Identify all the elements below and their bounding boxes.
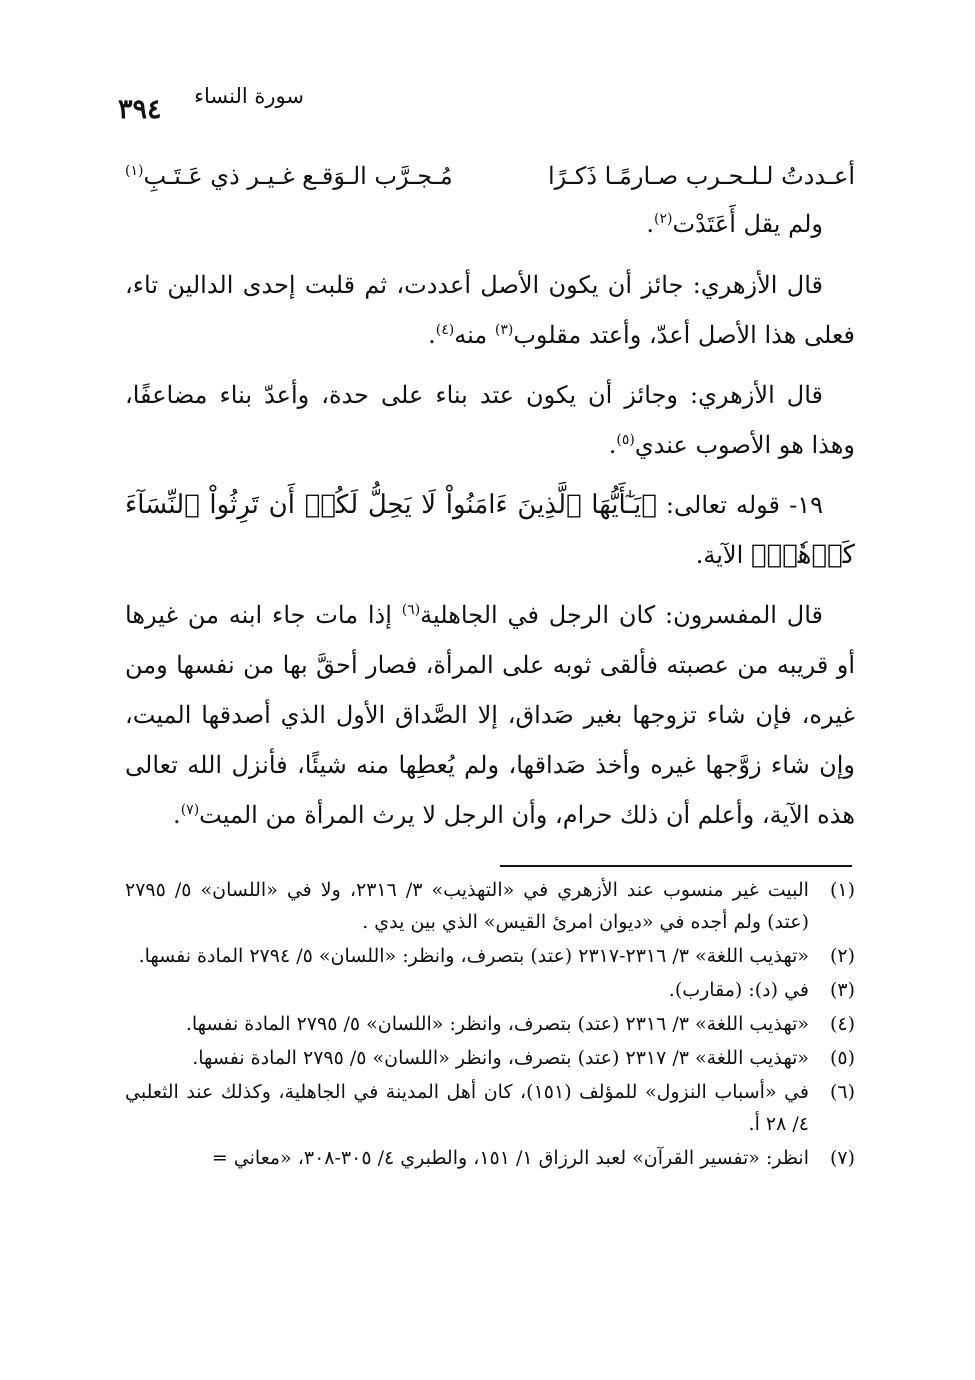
footnote-divider (500, 865, 852, 867)
footnote-number: (٧) (829, 1147, 855, 1169)
footnote-ref-3[interactable]: (٣) (494, 322, 514, 338)
footnote-ref-7[interactable]: (٧) (180, 802, 200, 818)
paragraph-1-text: قال الأزهري: جائز أن يكون الأصل أعددت، ثم قلبت إحدى الدالين تاء، فعلى هذا الأصل أعدّ، وأعتد مقلوب (125, 271, 855, 349)
footnote-text: «تهذيب اللغة» ٣/ ٢٣١٦-٢٣١٧ (عتد) بتصرف، وانظر: «اللسان» ٥/ ٢٧٩٤ المادة نفسها. (138, 945, 809, 967)
page-number: ٣٩٤ (118, 94, 162, 125)
footnote-1 (125, 874, 855, 938)
footnote-number: (٣) (829, 979, 855, 1001)
footnote-number: (١) (829, 879, 855, 901)
footnotes (125, 874, 855, 1176)
footnote-2 (125, 940, 855, 972)
verse-continuation-text: ولم يقل أَعَتَدْت (672, 210, 823, 238)
footnote-4 (125, 1008, 855, 1040)
footnote-text: في (د): (مقارب). (668, 979, 809, 1001)
footnote-text: «تهذيب اللغة» ٣/ ٢٣١٧ (عتد) بتصرف، وانظر «اللسان» ٥/ ٢٧٩٥ المادة نفسها. (192, 1047, 809, 1069)
footnote-text: انظر: «تفسير القرآن» لعبد الرزاق ١/ ١٥١، والطبري ٤/ ٣٠٥-٣٠٨، «معاني = (211, 1147, 809, 1169)
footnote-ref-5[interactable]: (٥) (616, 432, 635, 448)
paragraph-1-text-b: منه (454, 321, 495, 349)
paragraph-4-end: . (173, 801, 181, 829)
paragraph-4 (125, 590, 855, 840)
quran-verse: ﴿يَـٰٓأَيُّهَا ٱلَّذِينَ ءَامَنُواْ لَا يَحِلُّ لَكُمۡ أَن تَرِثُواْ ٱلنِّسَآءَ كَرۡهٗاۖ﴾ (125, 490, 855, 570)
footnote-text: «تهذيب اللغة» ٣/ ٢٣١٦ (عتد) بتصرف، وانظر: «اللسان» ٥/ ٢٧٩٥ المادة نفسها. (185, 1013, 809, 1035)
verse-continuation (125, 200, 855, 248)
hemistich-first: أعـددتُ لـلـحـرب صـارمًـا ذَكـرًا (547, 162, 855, 190)
paragraph-3 (125, 480, 855, 580)
paragraph-4-text-b: إذا مات جاء ابنه من غيرها أو قريبه من عصبته فألقى ثوبه على المرأة، فصار أحقَّ بها من نفسها ومن غيره، فإن شاء تزوجها بغير صَداق، إلا الصَّداق الأول الذي أصدقها الميت، وإن شاء زوَّجها غيره وأخذ صَداقها، ولم يُعطِها منه شيئًا، فأنزل الله تعالى هذه الآية، وأعلم أن ذلك حرام، وأن الرجل لا يرث المرأة من الميت (125, 601, 855, 829)
footnote-ref-1[interactable]: (١) (125, 163, 144, 179)
paragraph-2 (125, 370, 855, 470)
footnote-number: (٢) (829, 945, 855, 967)
footnote-ref-2[interactable]: (٢) (653, 211, 673, 227)
footnote-6 (125, 1076, 855, 1140)
footnote-ref-6[interactable]: (٦) (401, 602, 421, 618)
footnote-ref-4[interactable]: (٤) (435, 322, 455, 338)
page-header (118, 82, 850, 125)
verse-number-intro: ١٩- قوله تعالى: (656, 491, 823, 519)
footnote-5 (125, 1042, 855, 1074)
hemistich-second-wrap (125, 152, 453, 200)
footnote-number: (٦) (829, 1081, 855, 1103)
paragraph-2-end: . (608, 431, 617, 459)
footnote-7 (125, 1142, 855, 1174)
verse-continuation-end: . (646, 210, 654, 238)
footnote-text: في «أسباب النزول» للمؤلف (١٥١)، كان أهل المدينة في الجاهلية، وكذلك عند الثعلبي ٤/ ٢٨ أ. (125, 1081, 809, 1135)
paragraph-4-text: قال المفسرون: كان الرجل في الجاهلية (420, 601, 823, 629)
paragraph-1-end: . (428, 321, 436, 349)
main-text (125, 152, 855, 840)
footnote-number: (٤) (829, 1013, 855, 1035)
surah-title: سورة النساء (194, 84, 304, 108)
footnote-3 (125, 974, 855, 1006)
paragraph-3-end: الآية. (695, 541, 751, 569)
poetry-verse (125, 152, 855, 200)
footnote-text: البيت غير منسوب عند الأزهري في «التهذيب» ٣/ ٢٣١٦، ولا في «اللسان» ٥/ ٢٧٩٥ (عتد) ولم أجده في «ديوان امرئ القيس» الذي بين يدي . (125, 879, 809, 933)
footnote-number: (٥) (829, 1047, 855, 1069)
paragraph-1 (125, 260, 855, 360)
paragraph-2-text: قال الأزهري: وجائز أن يكون عتد بناء على حدة، وأعدّ بناء مضاعفًا، وهذا هو الأصوب عندي (125, 381, 855, 459)
hemistich-second: مُـجـرَّب الـوَقـع غـيـر ذي عَـتَـبِ (143, 162, 453, 190)
